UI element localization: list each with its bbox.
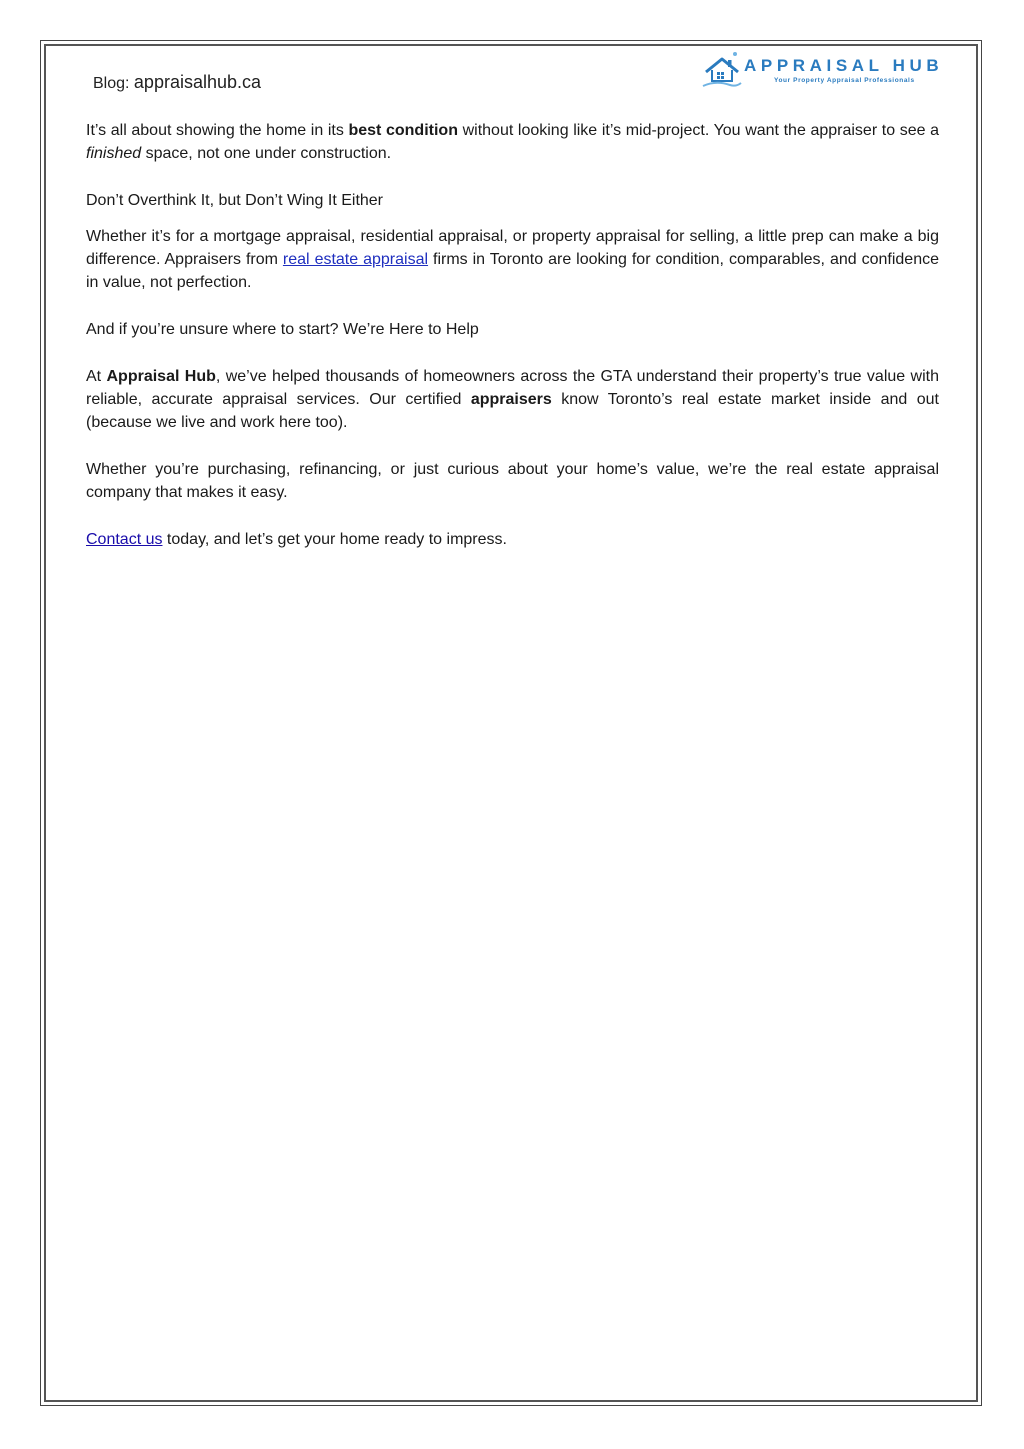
heading-dont-overthink: Don’t Overthink It, but Don’t Wing It Either bbox=[86, 192, 384, 209]
appraisal-hub-logo bbox=[702, 50, 952, 92]
text-run: space, not one under construction. bbox=[141, 145, 392, 162]
logo-title: APPRAISAL HUB bbox=[744, 56, 944, 75]
text-run: It’s all about showing the home in its bbox=[86, 122, 349, 139]
bold-appraisal-hub: Appraisal Hub bbox=[106, 368, 216, 385]
house-icon bbox=[702, 50, 742, 90]
contact-us-link[interactable]: Contact us bbox=[86, 531, 163, 548]
text-run: firms in Toronto are looking for condition, comparables, and confidence in value, not perfection. bbox=[86, 251, 940, 291]
blog-domain: appraisalhub.ca bbox=[133, 72, 262, 92]
logo-tagline: Your Property Appraisal Professionals bbox=[774, 77, 915, 84]
text-run: Whether it’s for a mortgage appraisal, residential appraisal, or property appraisal for selling, a little prep can make a big difference. Appraisers from bbox=[86, 228, 939, 268]
bold-best-condition: best condition bbox=[348, 122, 458, 139]
text-run: without looking like it’s mid-project. You want the appraiser to see a bbox=[457, 122, 940, 139]
paragraph-contact bbox=[86, 528, 939, 551]
italic-finished: finished bbox=[86, 145, 142, 162]
paragraph-appraisal-hub bbox=[86, 365, 939, 434]
article-body bbox=[86, 119, 939, 551]
text-run: , we’ve helped thousands of homeowners across the GTA understand their property’s true value with reliable, accurate appraisal services. Our certified bbox=[86, 368, 939, 408]
text-run: At bbox=[86, 368, 107, 385]
paragraph-purchasing-refinancing: Whether you’re purchasing, refinancing, or just curious about your home’s value, we’re the real estate appraisal company that makes it easy. bbox=[86, 461, 939, 501]
blog-header bbox=[93, 72, 261, 93]
text-run: know Toronto’s real estate market inside and out (because we live and work here too). bbox=[86, 391, 939, 431]
heading-here-to-help: And if you’re unsure where to start? We’re Here to Help bbox=[86, 321, 479, 338]
blog-label: Blog: bbox=[93, 75, 134, 92]
bold-appraisers: appraisers bbox=[470, 391, 552, 408]
real-estate-appraisal-link[interactable]: real estate appraisal bbox=[282, 251, 429, 268]
text-run: today, and let’s get your home ready to impress. bbox=[162, 531, 507, 548]
paragraph-best-condition bbox=[86, 119, 939, 165]
paragraph-mortgage-appraisal bbox=[86, 225, 939, 294]
